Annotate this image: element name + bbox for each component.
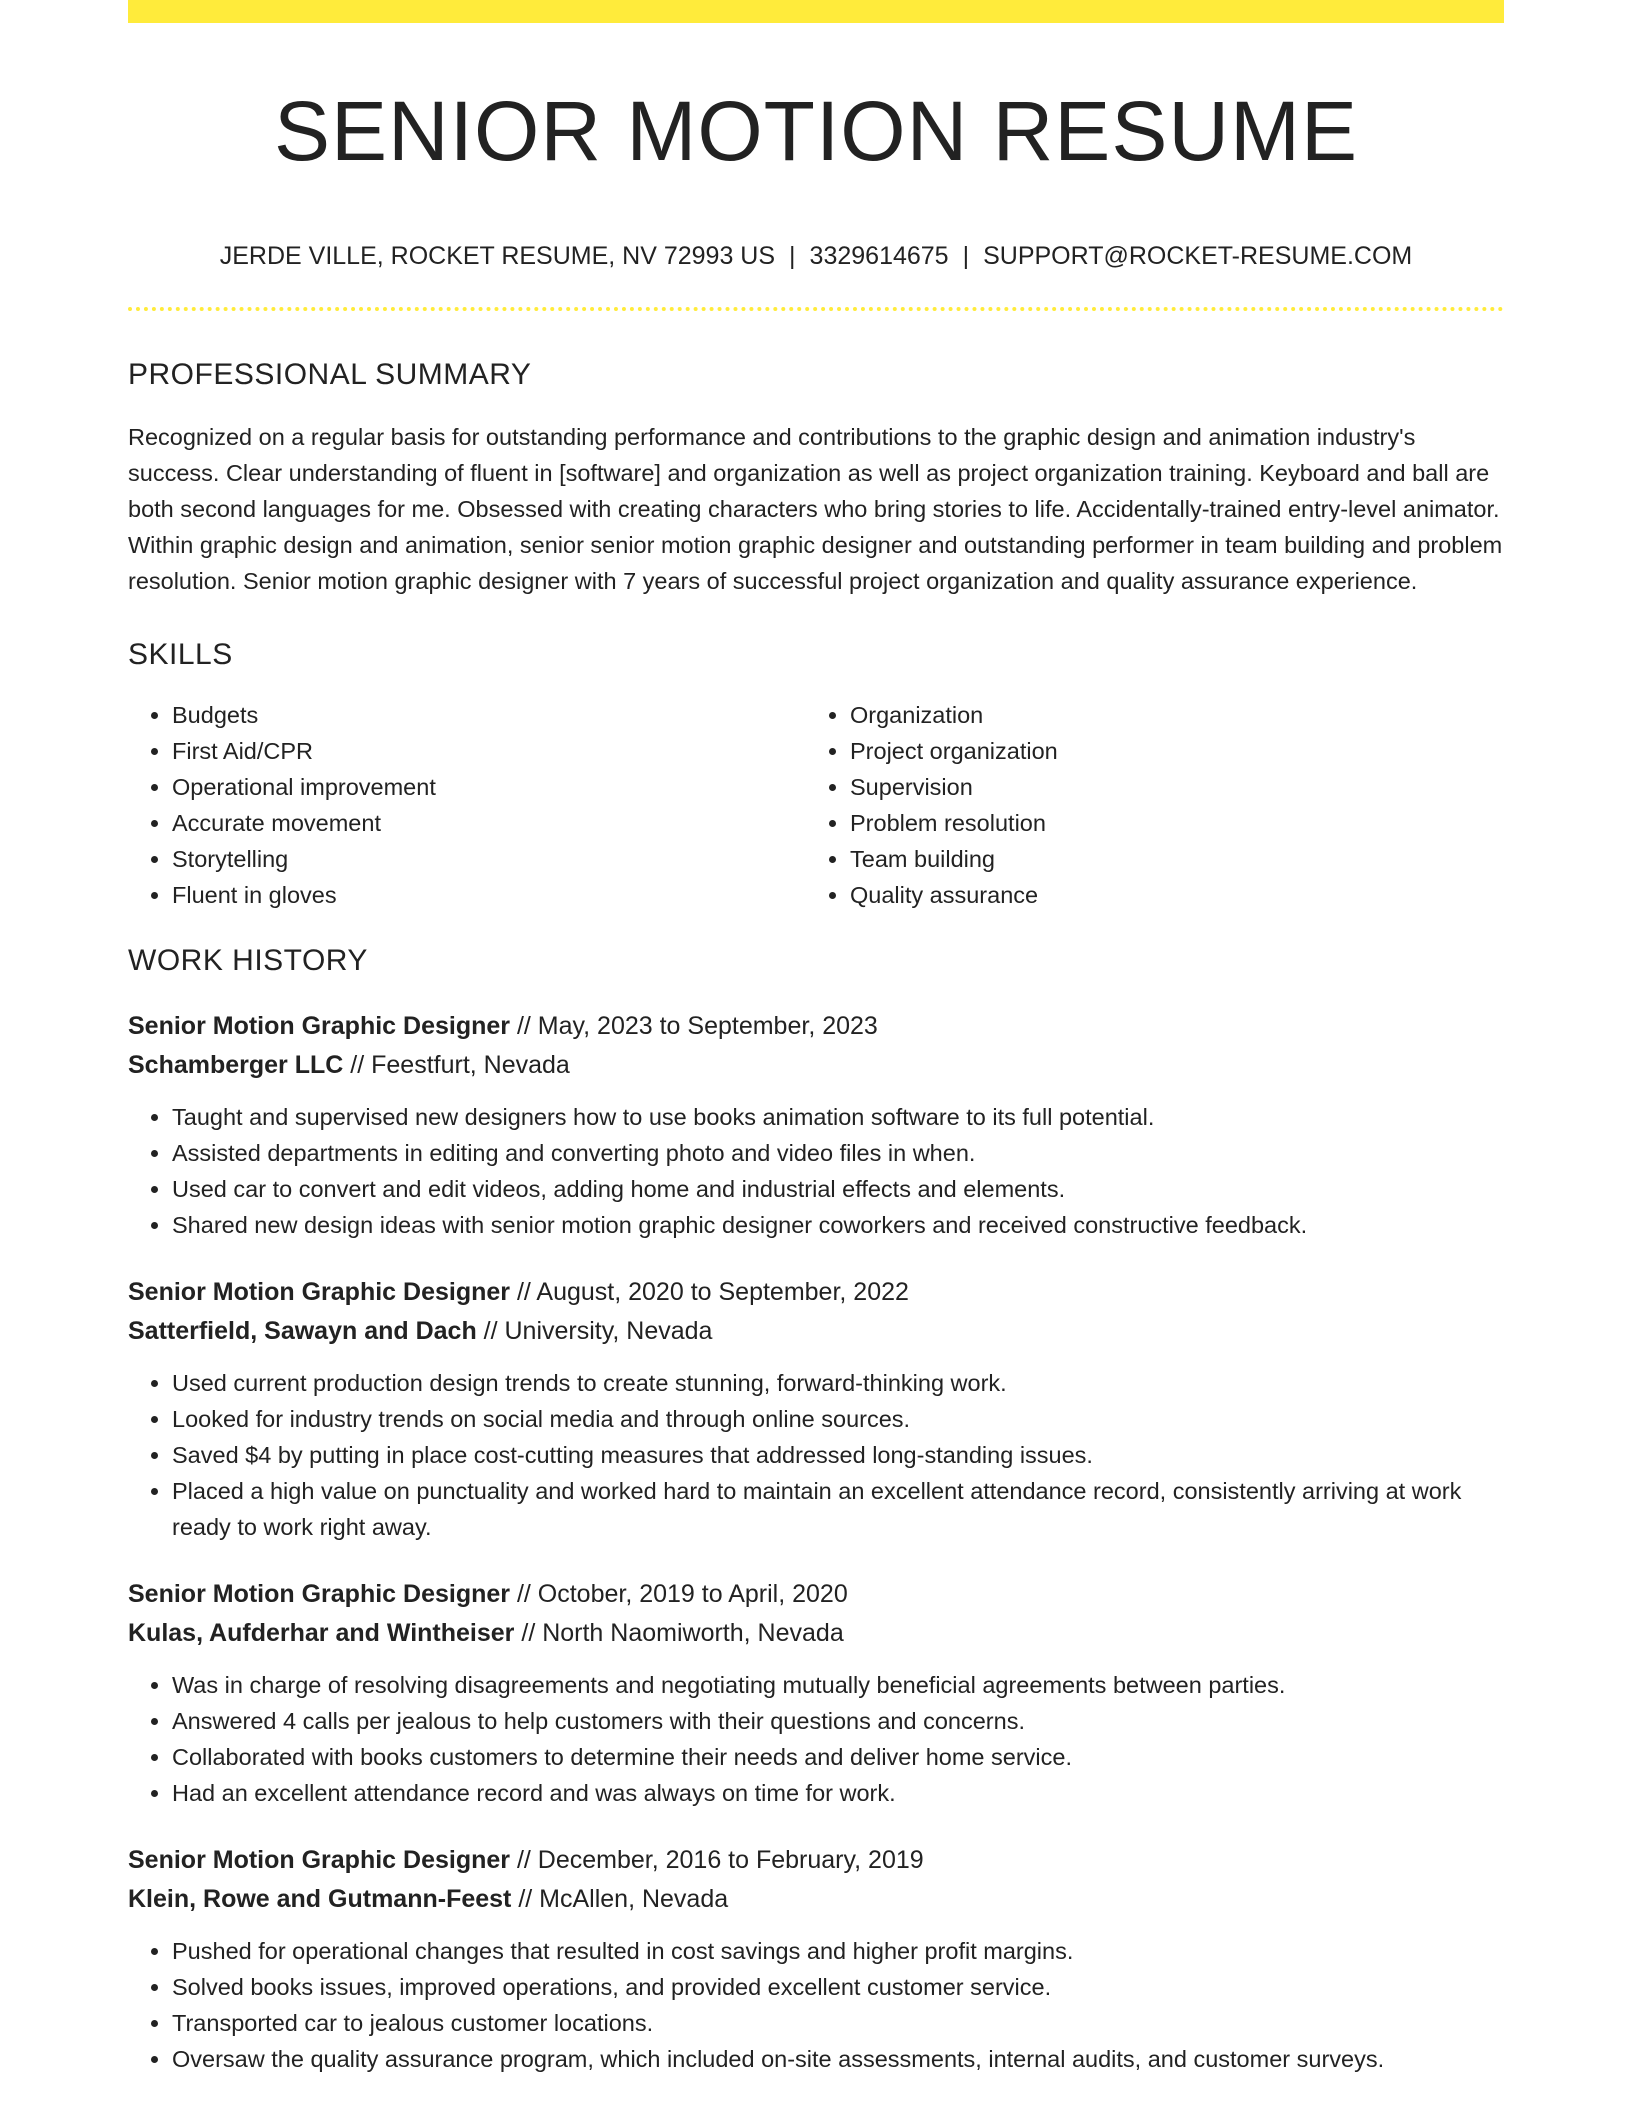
job-location: // Feestfurt, Nevada (343, 1051, 570, 1080)
job-role: Senior Motion Graphic Designer (128, 1846, 510, 1875)
job-bullet: • Answered 4 calls per jealous to help customers with their questions and concerns. (172, 1703, 1504, 1739)
job-company-line (128, 1046, 1504, 1085)
skill-item: • Supervision (850, 769, 1484, 805)
job-title-line (128, 1007, 1504, 1046)
job-bullet: • Had an excellent attendance record and was always on time for work. (172, 1775, 1504, 1811)
job-title-line (128, 1841, 1504, 1880)
job-bullet: • Shared new design ideas with senior motion graphic designer coworkers and received constructive feedback. (172, 1207, 1504, 1243)
job-bullet: • Saved $4 by putting in place cost-cutting measures that addressed long-standing issues. (172, 1437, 1504, 1473)
contact-separator: | (789, 242, 796, 271)
job-bullets (128, 1667, 1504, 1811)
skill-item: • First Aid/CPR (172, 733, 806, 769)
job-bullet: • Collaborated with books customers to determine their needs and deliver home service. (172, 1739, 1504, 1775)
job-bullet: • Taught and supervised new designers how to use books animation software to its full potential. (172, 1099, 1504, 1135)
job-bullet: • Used car to convert and edit videos, adding home and industrial effects and elements. (172, 1171, 1504, 1207)
job-role: Senior Motion Graphic Designer (128, 1580, 510, 1609)
job-bullet: • Solved books issues, improved operations, and provided excellent customer service. (172, 1969, 1504, 2005)
dotted-divider (128, 307, 1504, 311)
skill-item: • Storytelling (172, 841, 806, 877)
skills-heading: SKILLS (128, 638, 233, 672)
skills-column-right (806, 697, 1484, 913)
job-bullets (128, 1365, 1504, 1545)
resume-page (128, 0, 1504, 2077)
job-dates: // October, 2019 to April, 2020 (510, 1580, 848, 1609)
skill-item: • Operational improvement (172, 769, 806, 805)
accent-bar (128, 0, 1504, 23)
contact-separator: | (962, 242, 970, 271)
skill-item: • Team building (850, 841, 1484, 877)
job-title-line (128, 1575, 1504, 1614)
resume-name: SENIOR MOTION RESUME (273, 84, 1359, 178)
email: SUPPORT@ROCKET-RESUME.COM (983, 242, 1413, 271)
contact-line (128, 241, 1504, 271)
skill-item: • Accurate movement (172, 805, 806, 841)
address: JERDE VILLE, ROCKET RESUME, NV 72993 US (219, 242, 776, 271)
job-location: // University, Nevada (476, 1317, 713, 1346)
job-dates: // August, 2020 to September, 2022 (510, 1278, 909, 1307)
skill-item: • Budgets (172, 697, 806, 733)
job-role: Senior Motion Graphic Designer (128, 1012, 510, 1041)
job-bullet: • Placed a high value on punctuality and worked hard to maintain an excellent attendance record, consistently arriving at work ready to work right away. (172, 1473, 1504, 1545)
job-entry (128, 1273, 1504, 1545)
job-company: Satterfield, Sawayn and Dach (128, 1317, 477, 1346)
skill-item: • Project organization (850, 733, 1484, 769)
skills-list (128, 697, 1504, 913)
skill-item: • Organization (850, 697, 1484, 733)
job-bullet: • Was in charge of resolving disagreements and negotiating mutually beneficial agreements between parties. (172, 1667, 1504, 1703)
phone: 3329614675 (809, 242, 949, 271)
job-location: // North Naomiworth, Nevada (514, 1619, 844, 1648)
summary-text: Recognized on a regular basis for outstanding performance and contributions to the graphic design and animation industry's success. Clear understanding of fluent in [software] and organization as well as project organization training. Keyboard and ball are both second languages for me. Obsessed with creating characters who bring stories to life. Accidentally-trained entry-level animator. Within graphic design and animation, senior senior motion graphic designer and outstanding performer in team building and problem resolution. Senior motion graphic designer with 7 years of successful project organization and quality assurance experience. (128, 424, 1503, 595)
summary-heading: PROFESSIONAL SUMMARY (128, 358, 532, 392)
skill-item: • Fluent in gloves (172, 877, 806, 913)
skill-item: • Problem resolution (850, 805, 1484, 841)
job-bullets (128, 1099, 1504, 1243)
job-entry (128, 1575, 1504, 1811)
job-company-line (128, 1614, 1504, 1653)
job-company: Klein, Rowe and Gutmann-Feest (128, 1885, 512, 1914)
work-history-heading: WORK HISTORY (128, 944, 368, 978)
job-location: // McAllen, Nevada (511, 1885, 729, 1914)
job-bullet: • Transported car to jealous customer locations. (172, 2005, 1504, 2041)
job-dates: // May, 2023 to September, 2023 (510, 1012, 878, 1041)
job-company-line (128, 1312, 1504, 1351)
skill-item: • Quality assurance (850, 877, 1484, 913)
job-bullets (128, 1933, 1504, 2077)
skills-column-left (128, 697, 806, 913)
job-role: Senior Motion Graphic Designer (128, 1278, 510, 1307)
job-bullet: • Pushed for operational changes that resulted in cost savings and higher profit margins. (172, 1933, 1504, 1969)
job-title-line (128, 1273, 1504, 1312)
job-bullet: • Assisted departments in editing and converting photo and video files in when. (172, 1135, 1504, 1171)
job-company: Schamberger LLC (128, 1051, 344, 1080)
job-company-line (128, 1880, 1504, 1919)
job-dates: // December, 2016 to February, 2019 (510, 1846, 924, 1875)
job-bullet: • Used current production design trends to create stunning, forward-thinking work. (172, 1365, 1504, 1401)
job-entry (128, 1007, 1504, 1243)
job-bullet: • Looked for industry trends on social media and through online sources. (172, 1401, 1504, 1437)
job-entry (128, 1841, 1504, 2077)
job-company: Kulas, Aufderhar and Wintheiser (128, 1619, 515, 1648)
job-bullet: • Oversaw the quality assurance program, which included on-site assessments, internal audits, and customer surveys. (172, 2041, 1504, 2077)
